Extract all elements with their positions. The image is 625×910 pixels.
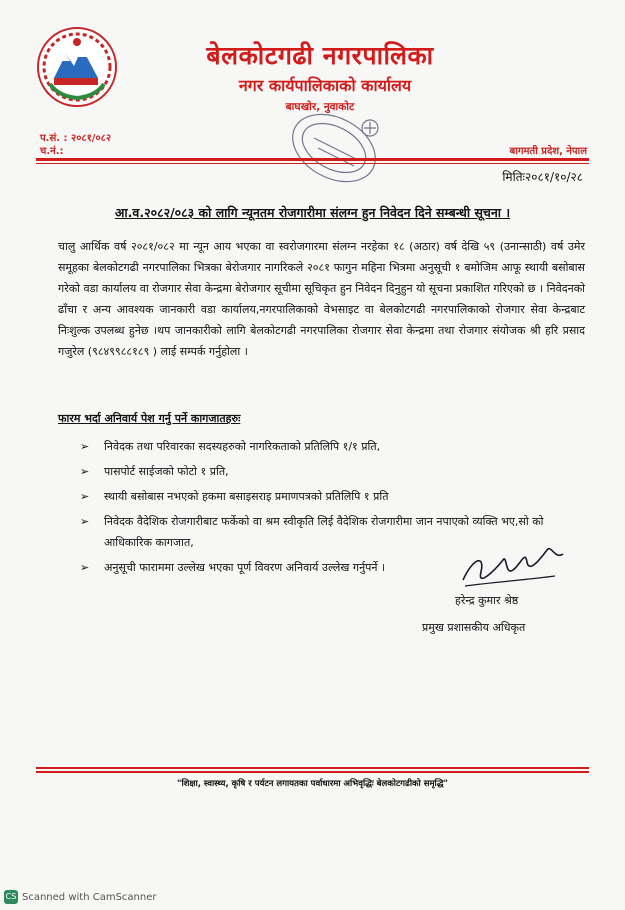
scanner-text: Scanned with CamScanner <box>22 892 157 903</box>
list-item <box>80 436 580 457</box>
footer-divider <box>36 767 589 769</box>
reference-number: प.सं. : २०८१/०८२ <box>40 133 112 144</box>
footer-motto: "शिक्षा, स्वास्थ्य, कृषि र पर्यटन लगायतका पर्वाधारमा अभिवृद्धिः बेलकोटगढीको समृद्धि" <box>177 779 448 789</box>
reference-block <box>40 132 111 158</box>
header-divider-thin <box>36 163 589 164</box>
signature-scribble-icon <box>455 540 570 595</box>
office-stamp-icon <box>278 108 390 188</box>
document-item: निवेदक तथा परिवारका सदस्यहरुको नागरिकताको प्रतिलिपि १/१ प्रति, <box>104 440 381 453</box>
arrow-bullet-icon: ➢ <box>80 490 90 503</box>
office-subtitle: नगर कार्यपालिकाको कार्यालय <box>238 76 412 95</box>
list-item <box>80 461 580 482</box>
notice-date: मितिः२०८१/१०/२८ <box>502 170 583 184</box>
government-emblem-icon <box>36 26 118 108</box>
footer-divider-second <box>36 771 589 773</box>
signatory-title: प्रमुख प्रशासकीय अधिकृत <box>422 621 526 634</box>
notice-subject: आ.व.२०८२/०८३ को लागि न्यूनतम रोजगारीमा संलग्न हुन निवेदन दिने सम्बन्धी सूचना । <box>114 205 511 220</box>
document-item: निवेदक वैदेशिक रोजगारीबाट फर्केको वा श्रम स्वीकृति लिई वैदेशिक रोजगारीमा जान नपाएको व्यक्ति भए,सो को आधिकारिक कागजात, <box>104 515 544 549</box>
required-documents-heading: फारम भर्दा अनिवार्य पेश गर्नु पर्ने कागजातहरुः <box>58 412 241 425</box>
signatory-name: हरेन्द्र कुमार श्रेष्ठ <box>455 594 519 607</box>
document-item: अनुसूची फाराममा उल्लेख भएका पूर्ण विवरण अनिवार्य उल्लेख गर्नुपर्ने । <box>104 561 386 574</box>
camscanner-logo-icon: CS <box>4 890 18 904</box>
document-item: पासपोर्ट साईजको फोटो १ प्रति, <box>104 465 229 478</box>
arrow-bullet-icon: ➢ <box>80 440 90 453</box>
notice-body: चालु आर्थिक वर्ष २०८१/०८२ मा न्यून आय भएका वा स्वरोजगारमा संलग्न नरहेका १८ (अठार) वर्ष देखि ५९ (उनान्साठी) वर्ष उमेर समूहका बेलकोटगढी नगरपालिका भित्रका बेरोजगार नागरिकले २०८१ फागुन महिना भित्रमा अनुसूची १ बमोजिम आफू स्थायी बसोबास गरेको वडा कार्यालय वा रोजगार सेवा केन्द्रमा बेरोजगार सूचीमा सूचिकृत हुन निवेदन दिनुहुन यो सूचना प्रकाशित गरिएको छ । निवेदनको ढाँचा र अन्य आवश्यक जानकारी वडा कार्यालय,नगरपालिकाको वेभसाइट वा बेलकोटगढी नगरपालिकाको रोजगार सेवा केन्द्रबाट निःशुल्क उपलब्ध हुनेछ ।थप जानकारीको लागि बेलकोटगढी नगरपालिका रोजगार सेवा केन्द्रमा तथा रोजगार संयोजक श्री हरि प्रसाद गजुरेल (९८४९९८८१८९ ) लाई सम्पर्क गर्नुहोला । <box>58 240 585 358</box>
municipality-title: बेलकोटगढी नगरपालिका <box>206 41 434 70</box>
office-address: बाघखोर, नुवाकोट <box>285 101 355 113</box>
arrow-bullet-icon: ➢ <box>80 465 90 478</box>
list-item <box>80 486 580 507</box>
dispatch-number: च.नं.: <box>40 146 64 157</box>
province-label: बागमती प्रदेश, नेपाल <box>509 146 587 157</box>
arrow-bullet-icon: ➢ <box>80 515 90 528</box>
document-item: स्थायी बसोबास नभएको हकमा बसाइसराइ प्रमाणपत्रको प्रतिलिपि १ प्रति <box>104 490 389 503</box>
header-divider <box>36 158 589 161</box>
arrow-bullet-icon: ➢ <box>80 561 90 574</box>
scanner-watermark <box>4 890 157 904</box>
